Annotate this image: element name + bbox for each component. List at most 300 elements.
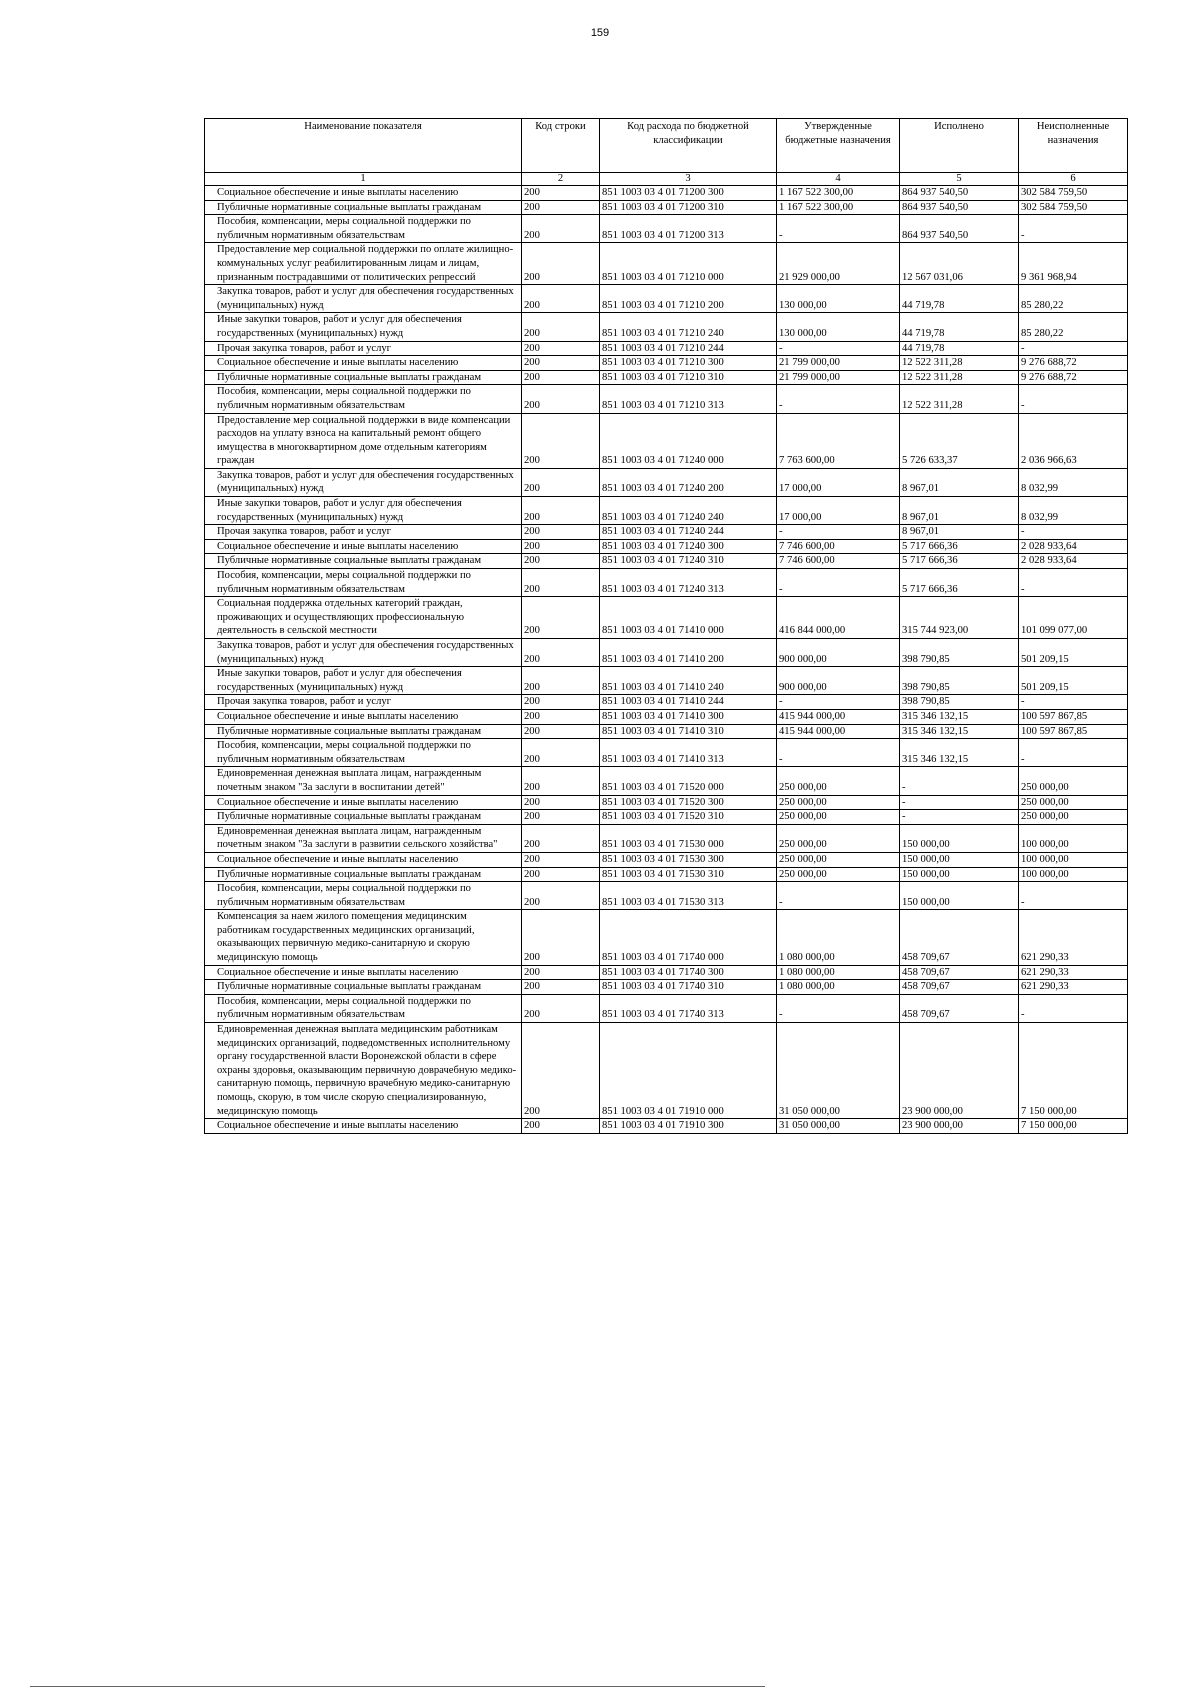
column-number: 4 — [777, 173, 900, 186]
unexecuted-cell: 621 290,33 — [1019, 965, 1128, 980]
table-row — [205, 795, 1128, 810]
line-code-cell: 200 — [522, 965, 600, 980]
indicator-name-cell — [205, 200, 522, 215]
approved-cell: - — [777, 882, 900, 910]
executed-cell: 5 726 633,37 — [900, 413, 1019, 468]
expense-code-cell: 851 1003 03 4 01 71200 313 — [600, 215, 777, 243]
expense-code-cell: 851 1003 03 4 01 71530 300 — [600, 852, 777, 867]
unexecuted-cell: 100 000,00 — [1019, 824, 1128, 852]
expense-code-cell: 851 1003 03 4 01 71530 310 — [600, 867, 777, 882]
indicator-name-cell — [205, 695, 522, 710]
line-code-cell: 200 — [522, 285, 600, 313]
indicator-name-cell — [205, 356, 522, 371]
indicator-name-text: Публичные нормативные социальные выплаты гражданам — [217, 981, 482, 993]
table-row — [205, 824, 1128, 852]
budget-execution-table — [204, 118, 1128, 1134]
executed-cell: 458 709,67 — [900, 994, 1019, 1022]
indicator-name-cell — [205, 385, 522, 413]
approved-cell: 250 000,00 — [777, 867, 900, 882]
approved-cell: - — [777, 341, 900, 356]
approved-cell: - — [777, 994, 900, 1022]
table-row — [205, 882, 1128, 910]
table-row — [205, 385, 1128, 413]
expense-code-cell: 851 1003 03 4 01 71740 000 — [600, 910, 777, 965]
unexecuted-cell: 100 000,00 — [1019, 867, 1128, 882]
expense-code-cell: 851 1003 03 4 01 71240 300 — [600, 539, 777, 554]
unexecuted-cell: 7 150 000,00 — [1019, 1119, 1128, 1134]
unexecuted-cell: 100 597 867,85 — [1019, 724, 1128, 739]
indicator-name-cell — [205, 243, 522, 285]
indicator-name-text: Прочая закупка товаров, работ и услуг — [217, 696, 392, 708]
indicator-name-cell — [205, 285, 522, 313]
indicator-name-text: Публичные нормативные социальные выплаты гражданам — [217, 868, 482, 880]
table-row — [205, 554, 1128, 569]
line-code-cell: 200 — [522, 554, 600, 569]
table-header-row — [205, 119, 1128, 173]
line-code-cell: 200 — [522, 243, 600, 285]
column-number: 5 — [900, 173, 1019, 186]
table-row — [205, 215, 1128, 243]
unexecuted-cell: 501 209,15 — [1019, 639, 1128, 667]
indicator-name-cell — [205, 525, 522, 540]
unexecuted-cell: 9 361 968,94 — [1019, 243, 1128, 285]
indicator-name-text: Иные закупки товаров, работ и услуг для обеспечения государственных (муниципальных) нужд — [217, 314, 462, 339]
indicator-name-text: Иные закупки товаров, работ и услуг для обеспечения государственных (муниципальных) нужд — [217, 668, 462, 693]
executed-cell: 23 900 000,00 — [900, 1023, 1019, 1119]
expense-code-cell: 851 1003 03 4 01 71210 313 — [600, 385, 777, 413]
expense-code-cell: 851 1003 03 4 01 71410 244 — [600, 695, 777, 710]
unexecuted-cell: 250 000,00 — [1019, 767, 1128, 795]
indicator-name-cell — [205, 497, 522, 525]
indicator-name-text: Социальное обеспечение и иные выплаты населению — [217, 710, 459, 722]
executed-cell: 864 937 540,50 — [900, 186, 1019, 201]
table-row — [205, 1023, 1128, 1119]
indicator-name-text: Предоставление мер социальной поддержки по оплате жилищно-коммунальных услуг реабилитированным лицам и лицам, признанным пострадавшими от политических репрессий — [217, 244, 514, 283]
unexecuted-cell: 9 276 688,72 — [1019, 356, 1128, 371]
table-row — [205, 341, 1128, 356]
line-code-cell: 200 — [522, 667, 600, 695]
column-number-row — [205, 173, 1128, 186]
approved-cell: 250 000,00 — [777, 767, 900, 795]
line-code-cell: 200 — [522, 910, 600, 965]
expense-code-cell: 851 1003 03 4 01 71200 300 — [600, 186, 777, 201]
table-row — [205, 810, 1128, 825]
executed-cell: 398 790,85 — [900, 639, 1019, 667]
indicator-name-cell — [205, 413, 522, 468]
column-number: 6 — [1019, 173, 1128, 186]
indicator-name-text: Предоставление мер социальной поддержки в виде компенсации расходов на уплату взноса на капитальный ремонт общего имущества в многоквартирном доме отдельным категориям граждан — [217, 414, 511, 467]
approved-cell: 415 944 000,00 — [777, 709, 900, 724]
approved-cell: 17 000,00 — [777, 497, 900, 525]
approved-cell: - — [777, 695, 900, 710]
indicator-name-cell — [205, 370, 522, 385]
indicator-name-text: Социальное обеспечение и иные выплаты населению — [217, 796, 459, 808]
unexecuted-cell: 302 584 759,50 — [1019, 200, 1128, 215]
header-approved: Утвержденные бюджетные назначения — [777, 119, 900, 173]
column-number: 3 — [600, 173, 777, 186]
line-code-cell: 200 — [522, 852, 600, 867]
executed-cell: 315 346 132,15 — [900, 724, 1019, 739]
executed-cell: 8 967,01 — [900, 468, 1019, 496]
indicator-name-cell — [205, 1023, 522, 1119]
unexecuted-cell: 8 032,99 — [1019, 468, 1128, 496]
indicator-name-text: Единовременная денежная выплата лицам, награжденным почетным знаком "За заслуги в развитии сельского хозяйства" — [217, 825, 498, 851]
indicator-name-text: Прочая закупка товаров, работ и услуг — [217, 526, 392, 538]
executed-cell: 150 000,00 — [900, 867, 1019, 882]
executed-cell: 12 567 031,06 — [900, 243, 1019, 285]
approved-cell: 130 000,00 — [777, 313, 900, 341]
indicator-name-text: Социальная поддержка отдельных категорий граждан, проживающих и осуществляющих профессиональную деятельность в сельской местности — [217, 598, 465, 637]
line-code-cell: 200 — [522, 824, 600, 852]
approved-cell: 1 167 522 300,00 — [777, 186, 900, 201]
expense-code-cell: 851 1003 03 4 01 71520 300 — [600, 795, 777, 810]
indicator-name-cell — [205, 910, 522, 965]
approved-cell: 1 080 000,00 — [777, 980, 900, 995]
approved-cell: 415 944 000,00 — [777, 724, 900, 739]
indicator-name-cell — [205, 795, 522, 810]
indicator-name-cell — [205, 569, 522, 597]
line-code-cell: 200 — [522, 370, 600, 385]
line-code-cell: 200 — [522, 539, 600, 554]
header-indicator-name: Наименование показателя — [205, 119, 522, 173]
expense-code-cell: 851 1003 03 4 01 71210 244 — [600, 341, 777, 356]
indicator-name-cell — [205, 810, 522, 825]
executed-cell: 12 522 311,28 — [900, 356, 1019, 371]
executed-cell: 12 522 311,28 — [900, 370, 1019, 385]
unexecuted-cell: - — [1019, 385, 1128, 413]
indicator-name-text: Закупка товаров, работ и услуг для обеспечения государственных (муниципальных) нужд — [217, 286, 514, 311]
expense-code-cell: 851 1003 03 4 01 71520 310 — [600, 810, 777, 825]
unexecuted-cell: 9 276 688,72 — [1019, 370, 1128, 385]
expense-code-cell: 851 1003 03 4 01 71530 000 — [600, 824, 777, 852]
table-row — [205, 186, 1128, 201]
indicator-name-text: Закупка товаров, работ и услуг для обеспечения государственных (муниципальных) нужд — [217, 640, 514, 665]
indicator-name-text: Единовременная денежная выплата медицинским работникам медицинских организаций, подведомственных исполнительному органу государственной власти Воронежской области в сфере охраны здоровья, оказывающим первичную доврачебную медико-санитарную помощь, первичную врачебную медико-санитарную помощь, скорую, в том числе скорую специализированную, медицинскую помощь — [217, 1024, 517, 1117]
indicator-name-text: Публичные нормативные социальные выплаты гражданам — [217, 811, 482, 823]
executed-cell: - — [900, 795, 1019, 810]
unexecuted-cell: 7 150 000,00 — [1019, 1023, 1128, 1119]
executed-cell: 44 719,78 — [900, 313, 1019, 341]
page-number: 159 — [590, 27, 610, 39]
indicator-name-text: Публичные нормативные социальные выплаты гражданам — [217, 555, 482, 567]
approved-cell: - — [777, 385, 900, 413]
indicator-name-cell — [205, 341, 522, 356]
executed-cell: 5 717 666,36 — [900, 554, 1019, 569]
indicator-name-cell — [205, 554, 522, 569]
expense-code-cell: 851 1003 03 4 01 71520 000 — [600, 767, 777, 795]
indicator-name-cell — [205, 215, 522, 243]
indicator-name-text: Социальное обеспечение и иные выплаты населению — [217, 357, 459, 369]
indicator-name-cell — [205, 767, 522, 795]
column-number: 1 — [205, 173, 522, 186]
executed-cell: 864 937 540,50 — [900, 200, 1019, 215]
expense-code-cell: 851 1003 03 4 01 71240 310 — [600, 554, 777, 569]
header-executed: Исполнено — [900, 119, 1019, 173]
indicator-name-cell — [205, 1119, 522, 1134]
unexecuted-cell: - — [1019, 525, 1128, 540]
line-code-cell: 200 — [522, 468, 600, 496]
line-code-cell: 200 — [522, 739, 600, 767]
indicator-name-text: Пособия, компенсации, меры социальной поддержки по публичным нормативным обязательствам — [217, 386, 471, 411]
line-code-cell: 200 — [522, 695, 600, 710]
executed-cell: 398 790,85 — [900, 695, 1019, 710]
table-row — [205, 965, 1128, 980]
line-code-cell: 200 — [522, 994, 600, 1022]
unexecuted-cell: 250 000,00 — [1019, 795, 1128, 810]
approved-cell: 7 763 600,00 — [777, 413, 900, 468]
executed-cell: 44 719,78 — [900, 285, 1019, 313]
table-row — [205, 639, 1128, 667]
indicator-name-text: Закупка товаров, работ и услуг для обеспечения государственных (муниципальных) нужд — [217, 469, 514, 495]
indicator-name-text: Социальное обеспечение и иные выплаты населению — [217, 853, 459, 865]
table-row — [205, 910, 1128, 965]
line-code-cell: 200 — [522, 724, 600, 739]
table-row — [205, 695, 1128, 710]
indicator-name-cell — [205, 597, 522, 639]
indicator-name-cell — [205, 867, 522, 882]
indicator-name-text: Пособия, компенсации, меры социальной поддержки по публичным нормативным обязательствам — [217, 740, 471, 765]
line-code-cell: 200 — [522, 356, 600, 371]
executed-cell: 150 000,00 — [900, 824, 1019, 852]
table-row — [205, 413, 1128, 468]
unexecuted-cell: 100 597 867,85 — [1019, 709, 1128, 724]
expense-code-cell: 851 1003 03 4 01 71240 244 — [600, 525, 777, 540]
indicator-name-cell — [205, 468, 522, 496]
expense-code-cell: 851 1003 03 4 01 71410 240 — [600, 667, 777, 695]
table-row — [205, 852, 1128, 867]
indicator-name-text: Пособия, компенсации, меры социальной поддержки по публичным нормативным обязательствам — [217, 995, 471, 1021]
approved-cell: 250 000,00 — [777, 852, 900, 867]
line-code-cell: 200 — [522, 341, 600, 356]
unexecuted-cell: 101 099 077,00 — [1019, 597, 1128, 639]
expense-code-cell: 851 1003 03 4 01 71240 200 — [600, 468, 777, 496]
unexecuted-cell: 100 000,00 — [1019, 852, 1128, 867]
unexecuted-cell: - — [1019, 739, 1128, 767]
executed-cell: 398 790,85 — [900, 667, 1019, 695]
approved-cell: 1 080 000,00 — [777, 965, 900, 980]
executed-cell: 5 717 666,36 — [900, 569, 1019, 597]
executed-cell: 8 967,01 — [900, 525, 1019, 540]
unexecuted-cell: 2 028 933,64 — [1019, 539, 1128, 554]
expense-code-cell: 851 1003 03 4 01 71530 313 — [600, 882, 777, 910]
unexecuted-cell: 621 290,33 — [1019, 980, 1128, 995]
expense-code-cell: 851 1003 03 4 01 71910 300 — [600, 1119, 777, 1134]
indicator-name-text: Пособия, компенсации, меры социальной поддержки по публичным нормативным обязательствам — [217, 216, 471, 241]
expense-code-cell: 851 1003 03 4 01 71210 000 — [600, 243, 777, 285]
unexecuted-cell: 85 280,22 — [1019, 285, 1128, 313]
unexecuted-cell: 85 280,22 — [1019, 313, 1128, 341]
unexecuted-cell: 302 584 759,50 — [1019, 186, 1128, 201]
expense-code-cell: 851 1003 03 4 01 71740 313 — [600, 994, 777, 1022]
approved-cell: 17 000,00 — [777, 468, 900, 496]
table-row — [205, 709, 1128, 724]
indicator-name-cell — [205, 824, 522, 852]
table-row — [205, 468, 1128, 496]
indicator-name-cell — [205, 539, 522, 554]
table-row — [205, 867, 1128, 882]
indicator-name-text: Публичные нормативные социальные выплаты гражданам — [217, 725, 482, 737]
table-body — [205, 186, 1128, 1134]
header-unexecuted: Неисполненные назначения — [1019, 119, 1128, 173]
indicator-name-cell — [205, 667, 522, 695]
line-code-cell: 200 — [522, 639, 600, 667]
unexecuted-cell: - — [1019, 569, 1128, 597]
unexecuted-cell: 8 032,99 — [1019, 497, 1128, 525]
unexecuted-cell: - — [1019, 695, 1128, 710]
expense-code-cell: 851 1003 03 4 01 71740 310 — [600, 980, 777, 995]
table-row — [205, 525, 1128, 540]
approved-cell: 250 000,00 — [777, 795, 900, 810]
approved-cell: - — [777, 569, 900, 597]
indicator-name-text: Прочая закупка товаров, работ и услуг — [217, 342, 392, 354]
line-code-cell: 200 — [522, 597, 600, 639]
approved-cell: 1 167 522 300,00 — [777, 200, 900, 215]
unexecuted-cell: 621 290,33 — [1019, 910, 1128, 965]
executed-cell: 315 346 132,15 — [900, 739, 1019, 767]
approved-cell: - — [777, 525, 900, 540]
expense-code-cell: 851 1003 03 4 01 71210 300 — [600, 356, 777, 371]
table-row — [205, 497, 1128, 525]
indicator-name-cell — [205, 965, 522, 980]
table-row — [205, 539, 1128, 554]
table-row — [205, 1119, 1128, 1134]
header-expense-code: Код расхода по бюджетной классификации — [600, 119, 777, 173]
expense-code-cell: 851 1003 03 4 01 71740 300 — [600, 965, 777, 980]
approved-cell: 1 080 000,00 — [777, 910, 900, 965]
indicator-name-cell — [205, 186, 522, 201]
table-row — [205, 200, 1128, 215]
indicator-name-text: Социальное обеспечение и иные выплаты населению — [217, 1120, 459, 1132]
approved-cell: 250 000,00 — [777, 810, 900, 825]
expense-code-cell: 851 1003 03 4 01 71410 200 — [600, 639, 777, 667]
expense-code-cell: 851 1003 03 4 01 71240 000 — [600, 413, 777, 468]
approved-cell: 130 000,00 — [777, 285, 900, 313]
line-code-cell: 200 — [522, 795, 600, 810]
line-code-cell: 200 — [522, 867, 600, 882]
expense-code-cell: 851 1003 03 4 01 71240 240 — [600, 497, 777, 525]
approved-cell: 31 050 000,00 — [777, 1119, 900, 1134]
indicator-name-text: Единовременная денежная выплата лицам, награжденным почетным знаком "За заслуги в воспитании детей" — [217, 768, 482, 793]
indicator-name-text: Социальное обеспечение и иные выплаты населению — [217, 540, 459, 552]
approved-cell: 21 929 000,00 — [777, 243, 900, 285]
header-line-code: Код строки — [522, 119, 600, 173]
line-code-cell: 200 — [522, 413, 600, 468]
expense-code-cell: 851 1003 03 4 01 71410 313 — [600, 739, 777, 767]
executed-cell: 150 000,00 — [900, 882, 1019, 910]
executed-cell: 44 719,78 — [900, 341, 1019, 356]
line-code-cell: 200 — [522, 525, 600, 540]
unexecuted-cell: 2 036 966,63 — [1019, 413, 1128, 468]
line-code-cell: 200 — [522, 497, 600, 525]
line-code-cell: 200 — [522, 215, 600, 243]
line-code-cell: 200 — [522, 810, 600, 825]
unexecuted-cell: - — [1019, 882, 1128, 910]
indicator-name-text: Компенсация за наем жилого помещения медицинским работникам государственных медицинских организаций, оказывающих первичную медико-санитарную и скорую медицинскую помощь — [217, 911, 475, 964]
table-row — [205, 667, 1128, 695]
line-code-cell: 200 — [522, 882, 600, 910]
expense-code-cell: 851 1003 03 4 01 71910 000 — [600, 1023, 777, 1119]
executed-cell: 5 717 666,36 — [900, 539, 1019, 554]
executed-cell: 12 522 311,28 — [900, 385, 1019, 413]
executed-cell: 458 709,67 — [900, 980, 1019, 995]
table-row — [205, 767, 1128, 795]
expense-code-cell: 851 1003 03 4 01 71210 310 — [600, 370, 777, 385]
executed-cell: 458 709,67 — [900, 965, 1019, 980]
column-number: 2 — [522, 173, 600, 186]
unexecuted-cell: - — [1019, 341, 1128, 356]
approved-cell: 7 746 600,00 — [777, 554, 900, 569]
indicator-name-text: Пособия, компенсации, меры социальной поддержки по публичным нормативным обязательствам — [217, 883, 471, 908]
unexecuted-cell: - — [1019, 215, 1128, 243]
executed-cell: 23 900 000,00 — [900, 1119, 1019, 1134]
approved-cell: 416 844 000,00 — [777, 597, 900, 639]
line-code-cell: 200 — [522, 709, 600, 724]
unexecuted-cell: 501 209,15 — [1019, 667, 1128, 695]
unexecuted-cell: 250 000,00 — [1019, 810, 1128, 825]
table-row — [205, 285, 1128, 313]
indicator-name-cell — [205, 994, 522, 1022]
indicator-name-cell — [205, 852, 522, 867]
indicator-name-text: Социальное обеспечение и иные выплаты населению — [217, 187, 459, 198]
approved-cell: 250 000,00 — [777, 824, 900, 852]
expense-code-cell: 851 1003 03 4 01 71210 240 — [600, 313, 777, 341]
line-code-cell: 200 — [522, 980, 600, 995]
table-row — [205, 994, 1128, 1022]
expense-code-cell: 851 1003 03 4 01 71210 200 — [600, 285, 777, 313]
expense-code-cell: 851 1003 03 4 01 71200 310 — [600, 200, 777, 215]
executed-cell: 315 744 923,00 — [900, 597, 1019, 639]
line-code-cell: 200 — [522, 313, 600, 341]
approved-cell: - — [777, 215, 900, 243]
table-row — [205, 313, 1128, 341]
indicator-name-cell — [205, 709, 522, 724]
expense-code-cell: 851 1003 03 4 01 71410 300 — [600, 709, 777, 724]
executed-cell: 864 937 540,50 — [900, 215, 1019, 243]
line-code-cell: 200 — [522, 1119, 600, 1134]
expense-code-cell: 851 1003 03 4 01 71410 310 — [600, 724, 777, 739]
table-row — [205, 739, 1128, 767]
table-row — [205, 724, 1128, 739]
executed-cell: 458 709,67 — [900, 910, 1019, 965]
indicator-name-text: Пособия, компенсации, меры социальной поддержки по публичным нормативным обязательствам — [217, 570, 471, 595]
table-row — [205, 370, 1128, 385]
indicator-name-text: Иные закупки товаров, работ и услуг для обеспечения государственных (муниципальных) нужд — [217, 498, 462, 523]
line-code-cell: 200 — [522, 385, 600, 413]
line-code-cell: 200 — [522, 767, 600, 795]
table-row — [205, 980, 1128, 995]
unexecuted-cell: 2 028 933,64 — [1019, 554, 1128, 569]
table-row — [205, 569, 1128, 597]
indicator-name-cell — [205, 980, 522, 995]
line-code-cell: 200 — [522, 569, 600, 597]
indicator-name-cell — [205, 313, 522, 341]
line-code-cell: 200 — [522, 186, 600, 201]
approved-cell: 7 746 600,00 — [777, 539, 900, 554]
indicator-name-cell — [205, 739, 522, 767]
indicator-name-cell — [205, 724, 522, 739]
indicator-name-text: Социальное обеспечение и иные выплаты населению — [217, 966, 459, 978]
scan-bottom-line — [30, 1686, 765, 1687]
approved-cell: 21 799 000,00 — [777, 356, 900, 371]
expense-code-cell: 851 1003 03 4 01 71240 313 — [600, 569, 777, 597]
table-row — [205, 356, 1128, 371]
expense-code-cell: 851 1003 03 4 01 71410 000 — [600, 597, 777, 639]
executed-cell: - — [900, 767, 1019, 795]
line-code-cell: 200 — [522, 200, 600, 215]
executed-cell: 315 346 132,15 — [900, 709, 1019, 724]
approved-cell: 900 000,00 — [777, 667, 900, 695]
approved-cell: 900 000,00 — [777, 639, 900, 667]
